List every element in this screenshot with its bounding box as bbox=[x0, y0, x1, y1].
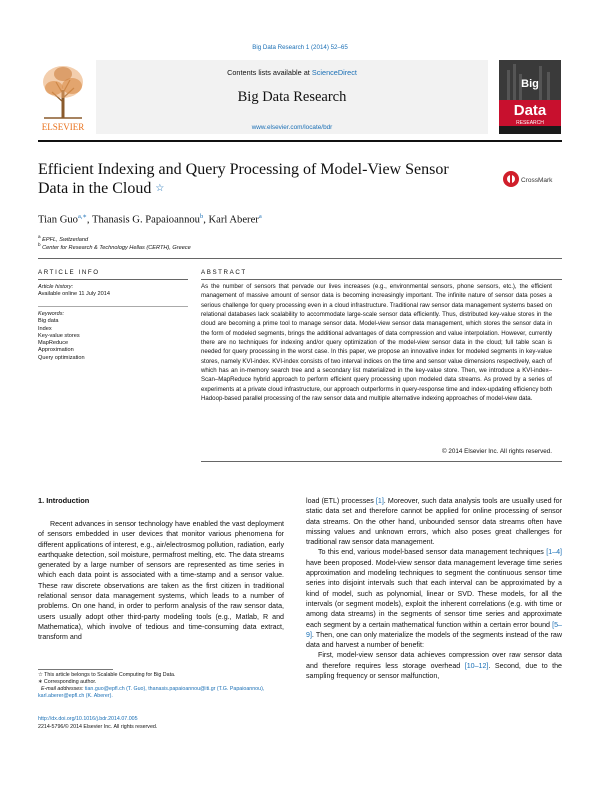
header-rule bbox=[38, 140, 562, 142]
history-value: Available online 11 July 2014 bbox=[38, 291, 110, 298]
crossmark-badge[interactable] bbox=[502, 170, 562, 188]
intro-text: load (ETL) processes bbox=[306, 497, 376, 505]
crossmark-label: CrossMark bbox=[521, 177, 553, 184]
intro-paragraph bbox=[306, 547, 562, 650]
abstract-bottom-rule bbox=[201, 461, 562, 462]
footnote-rule bbox=[38, 669, 113, 670]
keywords-label: Keywords: bbox=[38, 311, 65, 317]
author-name[interactable]: Karl Aberer bbox=[208, 214, 259, 226]
journal-cover-image bbox=[499, 60, 561, 134]
contents-line bbox=[96, 68, 488, 77]
journal-citation[interactable]: Big Data Research 1 (2014) 52–65 bbox=[252, 44, 348, 51]
keyword-item: Big data bbox=[38, 318, 59, 325]
sciencedirect-link[interactable]: ScienceDirect bbox=[311, 68, 357, 77]
citation-link[interactable]: [1–4] bbox=[546, 548, 562, 557]
journal-homepage-link[interactable]: www.elsevier.com/locate/bdr bbox=[251, 124, 333, 131]
doi-link[interactable]: http://dx.doi.org/10.1016/j.bdr.2014.07.005 bbox=[38, 716, 138, 722]
title-footnote-star[interactable]: ☆ bbox=[155, 183, 165, 194]
intro-left-column bbox=[38, 519, 284, 643]
introduction-heading: 1. Introduction bbox=[38, 496, 90, 505]
article-history bbox=[38, 284, 168, 299]
intro-text: have been proposed. Model-view sensor data management leverage time series approximation and modeling techniques to segment the continuous sensor time series into disjoint intervals such that each interval can be approximated by a kind of model, such as polynomial, linear or SVD. These models, for all the intervals (or segment models), exploit the inherent correlations (e.g. with time or among data streams) in the segments of sensor time series and approximate each segment by a certain mathematical function within a certain error bound bbox=[306, 558, 562, 629]
affiliation-text: EPFL, Switzerland bbox=[42, 236, 89, 243]
history-label: Article history: bbox=[38, 284, 74, 290]
intro-text: To this end, various model-based sensor data management techniques bbox=[318, 548, 547, 557]
keyword-item: Approximation bbox=[38, 347, 74, 354]
paper-title-text: Efficient Indexing and Query Processing of Model-View Sensor Data in the Cloud bbox=[38, 161, 449, 197]
keyword-item: MapReduce bbox=[38, 340, 69, 347]
author-list: Tian Guo$^{a,∗}$, Thanasis G. Papaioannou$^b$, Karl Aberer$^a$ bbox=[38, 213, 262, 226]
keyword-item: Query optimization bbox=[38, 354, 85, 361]
abstract-copyright: © 2014 Elsevier Inc. All rights reserved. bbox=[442, 448, 552, 455]
title-rule bbox=[38, 258, 562, 259]
intro-text: . Second, due to the sampling frequency or sensor malfunction, bbox=[306, 661, 563, 681]
affiliation-mark: b bbox=[38, 242, 41, 247]
journal-cover bbox=[499, 60, 561, 134]
email-links[interactable]: tian.guo@epfl.ch (T. Guo), thanasis.papaioannou@iti.gr (T.G. Papaioannou), karl.aberer@epfl.ch (K. Aberer). bbox=[38, 686, 265, 699]
elsevier-wordmark: ELSEVIER bbox=[41, 122, 85, 132]
article-info-rule bbox=[38, 279, 188, 280]
footnote-item bbox=[38, 686, 288, 700]
footnote-text: Corresponding author. bbox=[43, 679, 97, 685]
contents-prefix: Contents lists available at bbox=[227, 68, 312, 77]
footnote-item bbox=[38, 672, 288, 679]
keyword-item: Key-value stores bbox=[38, 332, 80, 339]
intro-paragraph bbox=[306, 496, 562, 547]
citation-link[interactable]: [5–9] bbox=[306, 620, 562, 639]
cover-word-research: RESEARCH bbox=[516, 120, 544, 126]
article-info-heading: ARTICLE INFO bbox=[38, 269, 100, 276]
doi-block bbox=[38, 716, 288, 731]
footnote-item: ∗ Corresponding author. bbox=[38, 679, 97, 685]
abstract-heading: ABSTRACT bbox=[201, 269, 247, 276]
issn-line: 2214-5796/© 2014 Elsevier Inc. All rights reserved. bbox=[38, 723, 158, 730]
footnotes bbox=[38, 672, 288, 700]
keywords-block bbox=[38, 311, 168, 362]
elsevier-logo bbox=[38, 60, 88, 134]
footnote-star: ☆ bbox=[38, 672, 43, 678]
author-name[interactable]: Tian Guo bbox=[38, 214, 78, 226]
intro-text: . Then, one can only materialize the models of the segments instead of the raw data and harvest a number of benefit: bbox=[306, 630, 562, 650]
intro-paragraph: Recent advances in sensor technology have enabled the vast deployment of sensors embedded in user devices that monitor various phenomena for different applications of interest, e.g., air/electrosmog pollution, radiation, early earthquake detection, soil moisture, permafrost melting, etc. The data streams generated by a large number of sensors are represented as time series in which each data point is associated with a time-stamp and a sensor value. These raw discrete observations are taken as the first citizen in traditional relational sensor data management systems, which leads to a number of problems. On one hand, in order to perform analysis of the raw sensor data, users usually adopt other third-party modeling tools (e.g., Matlab, R and Mathematica), which involve of tedious and time-consuming data extract, transform and bbox=[38, 520, 284, 642]
footnote-text: This article belongs to Scalable Computing for Big Data. bbox=[44, 672, 176, 678]
citation-link[interactable]: [10–12] bbox=[464, 661, 489, 670]
cover-word-data: Data bbox=[513, 102, 547, 119]
affiliation-mark: a bbox=[38, 234, 41, 239]
affiliation-text: Center for Research & Technology Hellas (CERTH), Greece bbox=[42, 244, 191, 251]
intro-paragraph bbox=[306, 650, 562, 681]
intro-text: . Moreover, such data analysis tools are usually used for static data set and therefore cannot be applied for online processing of sensor data streams. On the other hand, unbounded sensor data streams often have missing values and unknown errors, which also poses great challenges for traditional raw sensor data management. bbox=[306, 497, 562, 547]
intro-text: First, model-view sensor data achieves compression over raw sensor data and therefore requires less storage overhead bbox=[306, 651, 562, 670]
author-marks[interactable]: a bbox=[258, 213, 262, 220]
paper-title bbox=[38, 160, 478, 198]
affiliation bbox=[38, 242, 191, 251]
keyword-item: Index bbox=[38, 325, 52, 332]
abstract-rule bbox=[201, 279, 562, 280]
author-marks[interactable]: a,∗ bbox=[77, 213, 87, 220]
abstract-text: As the number of sensors that pervade our lives increases (e.g., environmental sensors, phone sensors, etc.), the efficient management of massive amount of sensor data is becoming increasingly important. The infinite nature of sensor data poses a serious challenge for query processing even in a cloud infrastructure. Traditional raw sensor data management systems based on relational databases lack scalability to accommodate large-scale sensor data efficiently. Thus, distributed key-value stores in the cloud are becoming a prime tool to manage sensor data. Model-view sensor data management, which stores the sensor data in the form of modeled segments, brings the additional advantages of data compression and value interpolation. However, currently there are no techniques for indexing and/or query optimization of the model-view sensor data in the cloud; full table scan is needed for query processing in the worst case. In this paper, we propose an innovative index for modeled segments in key-value stores, namely KVI-index. KVI-index consists of two interval indices on the time and sensor value dimensions respectively, each of which has an in-memory search tree and a secondary list materialized in the key-value store. Then, we introduce a KVI-index–Scan–MapReduce hybrid approach to perform efficient query processing upon modeled data streams. As proved by a series of experiments at a private cloud infrastructure, our approach outperforms in query-response time and index-updating efficiency both Hadoop-based parallel processing of the raw sensor data and multiple alternative indexing approaches of model-view data. bbox=[201, 283, 552, 403]
author-name[interactable]: Thanasis G. Papaioannou bbox=[91, 214, 200, 226]
intro-right-column bbox=[306, 496, 562, 681]
keywords-rule bbox=[38, 306, 188, 307]
author-marks[interactable]: b bbox=[199, 213, 204, 220]
cover-word-big: Big bbox=[521, 78, 539, 90]
citation-link[interactable]: [1] bbox=[375, 497, 384, 505]
journal-title: Big Data Research bbox=[237, 89, 347, 105]
email-label: E-mail addresses: bbox=[40, 686, 84, 692]
crossmark-icon bbox=[502, 170, 562, 188]
